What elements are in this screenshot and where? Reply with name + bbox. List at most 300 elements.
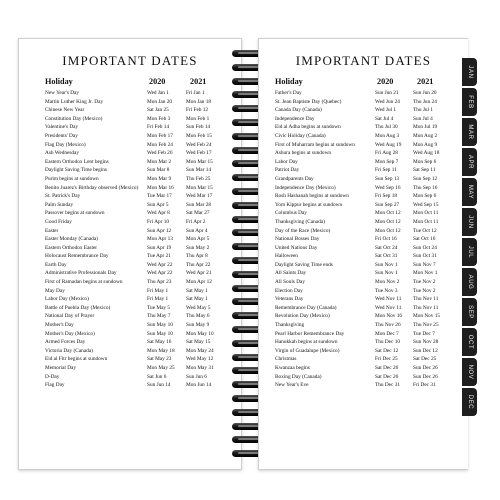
holiday-name: Battle of Puebla Day (Mexico) bbox=[45, 304, 111, 311]
table-row bbox=[45, 201, 231, 210]
holiday-name: Civic Holiday (Canada) bbox=[275, 132, 326, 139]
table-row bbox=[275, 227, 460, 236]
date-2020: Sun Jun 14 bbox=[147, 382, 171, 389]
date-2020: Sun Sep 13 bbox=[375, 175, 400, 182]
date-2020: Wed Apr 22 bbox=[147, 270, 173, 277]
holiday-name: Martin Luther King Jr. Day bbox=[45, 98, 104, 105]
date-2020: Fri Dec 25 bbox=[375, 356, 398, 363]
holiday-name: First of Ramadan begins at sundown bbox=[45, 279, 123, 286]
table-row bbox=[45, 355, 231, 364]
date-2021: Sun Nov 7 bbox=[413, 261, 436, 268]
date-2021: Mon Feb 15 bbox=[186, 132, 212, 139]
date-2020: Sat Dec 26 bbox=[375, 373, 399, 380]
table-row bbox=[275, 149, 460, 158]
date-2020: Thu Apr 23 bbox=[147, 279, 172, 286]
date-2021: Sun Dec 26 bbox=[413, 373, 438, 380]
date-2021: Mon Apr 5 bbox=[186, 236, 210, 243]
table-row bbox=[45, 123, 231, 132]
table-row bbox=[275, 201, 460, 210]
date-2020: Mon Oct 12 bbox=[375, 227, 401, 234]
table-row bbox=[45, 304, 231, 313]
date-2021: Wed Apr 21 bbox=[186, 270, 212, 277]
date-2021: Mon Feb 1 bbox=[186, 115, 210, 122]
table-row bbox=[45, 227, 231, 236]
holiday-name: Chinese New Year bbox=[45, 107, 85, 114]
date-2021: Thu Apr 22 bbox=[186, 261, 211, 268]
date-2021: Thu Jun 24 bbox=[413, 98, 437, 105]
table-row bbox=[275, 252, 460, 261]
table-row bbox=[45, 141, 231, 150]
date-2021: Mon Jul 19 bbox=[413, 124, 438, 131]
date-2021: Mon May 24 bbox=[186, 347, 214, 354]
date-2021: Tue Nov 2 bbox=[413, 279, 436, 286]
month-tab-label: JUL bbox=[466, 245, 473, 259]
date-2020: Sun May 10 bbox=[147, 322, 173, 329]
holiday-name: Independence Day bbox=[275, 115, 315, 122]
date-2021: Sun Feb 14 bbox=[186, 124, 211, 131]
date-2021: Sat Dec 25 bbox=[413, 356, 437, 363]
holiday-name: Thanksgiving bbox=[275, 322, 305, 329]
holiday-name: Canada Day (Canada) bbox=[275, 107, 322, 114]
month-tab-sep[interactable] bbox=[462, 298, 477, 326]
date-2021: Mon Jun 14 bbox=[186, 382, 212, 389]
date-2020: Mon Dec 7 bbox=[375, 330, 399, 337]
date-2021: Sun Oct 24 bbox=[413, 244, 437, 251]
date-2021: Sat May 1 bbox=[186, 287, 208, 294]
date-2020: Mon Feb 3 bbox=[147, 115, 171, 122]
holiday-name: D-Day bbox=[45, 373, 60, 380]
date-2021: Mon Nov 1 bbox=[413, 270, 438, 277]
table-row bbox=[275, 158, 460, 167]
table-row bbox=[275, 209, 460, 218]
date-2020: Mon May 18 bbox=[147, 347, 175, 354]
holiday-name: Independence Day (Mexico) bbox=[275, 184, 336, 191]
table-row bbox=[275, 192, 460, 201]
date-2020: Mon Nov 16 bbox=[375, 313, 403, 320]
right-page bbox=[258, 38, 468, 470]
table-row bbox=[275, 123, 460, 132]
date-2021: Wed Mar 17 bbox=[186, 193, 213, 200]
holiday-name: Presidents' Day bbox=[45, 132, 78, 139]
date-2020: Thu Dec 31 bbox=[375, 382, 401, 389]
holiday-name: Revolution Day (Mexico) bbox=[275, 313, 330, 320]
date-2021: Mon Oct 11 bbox=[413, 218, 439, 225]
table-row bbox=[45, 89, 231, 98]
date-2021: Thu Jul 1 bbox=[413, 107, 434, 114]
month-tab-label: MAY bbox=[466, 184, 473, 200]
holiday-name: St. Jean Baptiste Day (Quebec) bbox=[275, 98, 342, 105]
table-row bbox=[45, 364, 231, 373]
date-2021: Fri Feb 12 bbox=[186, 107, 209, 114]
date-2021: Sun Dec 12 bbox=[413, 347, 438, 354]
date-2020: Wed Apr 8 bbox=[147, 210, 170, 217]
date-2020: Wed Sep 16 bbox=[375, 184, 401, 191]
holiday-table bbox=[275, 77, 460, 390]
holiday-name: Constitution Day (Mexico) bbox=[45, 115, 103, 122]
holiday-name: Flag Day bbox=[45, 382, 65, 389]
holiday-name: Father's Day bbox=[275, 90, 302, 96]
date-2020: Sun May 10 bbox=[147, 330, 173, 337]
table-row bbox=[45, 287, 231, 296]
holiday-name: May Day bbox=[45, 287, 65, 294]
table-row bbox=[275, 321, 460, 330]
table-row bbox=[275, 278, 460, 287]
month-tab-nov[interactable] bbox=[462, 358, 477, 386]
date-2020: Fri Oct 16 bbox=[375, 236, 397, 243]
date-2020: Mon Aug 3 bbox=[375, 132, 400, 139]
date-2020: Wed Jan 1 bbox=[147, 90, 169, 96]
table-row bbox=[45, 381, 231, 390]
table-row bbox=[275, 338, 460, 347]
date-2021: Thu Nov 25 bbox=[413, 322, 439, 329]
table-row bbox=[45, 149, 231, 158]
table-row bbox=[275, 269, 460, 278]
date-2021: Mon Apr 12 bbox=[186, 279, 212, 286]
holiday-name: Yom Kippur begins at sundown bbox=[275, 201, 343, 208]
holiday-name: Valentine's Day bbox=[45, 124, 79, 131]
date-2020: Mon Nov 2 bbox=[375, 279, 400, 286]
date-2020: Sun Mar 8 bbox=[147, 167, 170, 174]
date-2020: Sun Sep 27 bbox=[375, 201, 400, 208]
table-row bbox=[45, 192, 231, 201]
table-row bbox=[275, 287, 460, 296]
header-year-2020: 2020 bbox=[149, 77, 166, 86]
holiday-name: Patriot Day bbox=[275, 167, 300, 174]
holiday-name: Passover begins at sundown bbox=[45, 210, 105, 217]
header-year-2021: 2021 bbox=[417, 77, 434, 86]
holiday-name: Veterans Day bbox=[275, 296, 304, 303]
date-2021: Mon Mar 15 bbox=[186, 184, 213, 191]
date-2020: Sat Jan 25 bbox=[147, 107, 169, 114]
month-tab-dec[interactable] bbox=[462, 388, 477, 416]
month-tab-oct[interactable] bbox=[462, 328, 477, 356]
table-row bbox=[45, 244, 231, 253]
holiday-name: United Nations Day bbox=[275, 244, 318, 251]
month-tab-label: JUN bbox=[466, 215, 473, 229]
date-2021: Sun May 2 bbox=[186, 244, 210, 251]
month-tab-jun[interactable] bbox=[462, 208, 477, 236]
date-2020: Fri May 1 bbox=[147, 287, 169, 294]
table-row bbox=[45, 132, 231, 141]
planner-book bbox=[6, 38, 476, 470]
date-2020: Sun Apr 12 bbox=[147, 227, 172, 234]
date-2021: Wed May 5 bbox=[186, 304, 211, 311]
holiday-name: Thanksgiving (Canada) bbox=[275, 218, 325, 225]
header-holiday: Holiday bbox=[45, 77, 73, 86]
table-row bbox=[45, 252, 231, 261]
holiday-name: Administrative Professionals Day bbox=[45, 270, 117, 277]
month-tabs bbox=[462, 58, 478, 418]
date-2021: Sun Mar 14 bbox=[186, 167, 212, 174]
date-2021: Mon Nov 15 bbox=[413, 313, 441, 320]
holiday-name: Armed Forces Day bbox=[45, 339, 86, 346]
date-2020: Tue Mar 17 bbox=[147, 193, 172, 200]
left-page bbox=[18, 38, 242, 470]
date-2021: Tue Dec 7 bbox=[413, 330, 435, 337]
holiday-name: Labor Day bbox=[275, 158, 298, 165]
date-2021: Thu Nov 11 bbox=[413, 296, 439, 303]
table-row bbox=[275, 132, 460, 141]
date-2021: Sun Jun 20 bbox=[413, 90, 437, 96]
holiday-name: Flag Day (Mexico) bbox=[45, 141, 86, 148]
holiday-name: New Year's Eve bbox=[275, 382, 309, 389]
holiday-name: Labor Day (Mexico) bbox=[45, 296, 89, 303]
date-2021: Mon Mar 15 bbox=[186, 158, 213, 165]
month-tab-aug[interactable] bbox=[462, 268, 477, 296]
date-2020: Mon Oct 12 bbox=[375, 210, 401, 217]
holiday-name: Rosh Hashanah begins at sundown bbox=[275, 193, 349, 200]
holiday-name: Boxing Day (Canada) bbox=[275, 373, 322, 380]
date-2021: Mon Oct 11 bbox=[413, 210, 439, 217]
holiday-name: Ash Wednesday bbox=[45, 150, 80, 157]
table-row bbox=[45, 269, 231, 278]
date-2021: Thu May 6 bbox=[186, 313, 210, 320]
table-row bbox=[275, 184, 460, 193]
date-2020: Thu Nov 26 bbox=[375, 322, 401, 329]
date-2020: Sat May 16 bbox=[147, 339, 172, 346]
date-2020: Mon Apr 13 bbox=[147, 236, 173, 243]
holiday-name: Palm Sunday bbox=[45, 201, 74, 208]
date-2021: Mon Jan 18 bbox=[186, 98, 212, 105]
table-row bbox=[275, 115, 460, 124]
date-2021: Sun Sep 12 bbox=[413, 175, 438, 182]
date-2020: Sun Apr 5 bbox=[147, 201, 169, 208]
table-row bbox=[45, 115, 231, 124]
table-row bbox=[275, 312, 460, 321]
date-2021: Sun Mar 28 bbox=[186, 201, 212, 208]
holiday-name: Eid al Adha begins at sundown bbox=[275, 124, 341, 131]
holiday-name: Benito Juarez's Birthday observed (Mexico) bbox=[45, 184, 139, 191]
date-2021: Fri Jan 1 bbox=[186, 90, 205, 96]
date-2020: Thu Jul 30 bbox=[375, 124, 398, 131]
holiday-name: Ashura begins at sundown bbox=[275, 150, 332, 157]
holiday-name: National Bosses Day bbox=[275, 236, 320, 243]
holiday-name: Christmas bbox=[275, 356, 297, 363]
holiday-name: Virgin of Guadalupe (Mexico) bbox=[275, 347, 340, 354]
month-tab-label: JAN bbox=[466, 65, 473, 79]
date-2021: Sat Sep 11 bbox=[413, 167, 436, 174]
table-row bbox=[275, 347, 460, 356]
table-row bbox=[45, 278, 231, 287]
date-2020: Sat Jul 4 bbox=[375, 115, 394, 122]
date-2021: Wed Sep 15 bbox=[413, 201, 439, 208]
date-2021: Tue Oct 12 bbox=[413, 227, 437, 234]
holiday-name: Hanukkah begins at sundown bbox=[275, 339, 338, 346]
holiday-name: Day of the Race (Mexico) bbox=[275, 227, 331, 234]
table-row bbox=[275, 106, 460, 115]
table-row bbox=[275, 218, 460, 227]
holiday-name: All Souls Day bbox=[275, 279, 306, 286]
month-tab-feb[interactable] bbox=[462, 88, 477, 116]
table-row bbox=[275, 244, 460, 253]
month-tab-label: DEC bbox=[466, 394, 473, 410]
month-tab-apr[interactable] bbox=[462, 148, 477, 176]
date-2020: Sat Dec 12 bbox=[375, 347, 399, 354]
month-tab-label: NOV bbox=[466, 364, 473, 380]
date-2021: Thu Sep 16 bbox=[413, 184, 438, 191]
header-year-2020: 2020 bbox=[377, 77, 394, 86]
date-2020: Sun Apr 19 bbox=[147, 244, 172, 251]
table-row bbox=[45, 330, 231, 339]
holiday-name: Eastern Orthodox Lent begins bbox=[45, 158, 109, 165]
date-2021: Mon Sep 6 bbox=[413, 158, 437, 165]
table-row bbox=[45, 158, 231, 167]
date-2020: Sun Nov 1 bbox=[375, 270, 398, 277]
header-holiday: Holiday bbox=[275, 77, 303, 86]
holiday-name: Eastern Orthodox Easter bbox=[45, 244, 98, 251]
date-2021: Sat May 1 bbox=[186, 296, 208, 303]
table-row bbox=[275, 373, 460, 382]
date-2021: Thu Feb 25 bbox=[186, 175, 211, 182]
month-tab-label: SEP bbox=[466, 305, 473, 319]
holiday-name: Memorial Day bbox=[45, 365, 77, 371]
date-2020: Fri Sep 18 bbox=[375, 193, 398, 200]
date-2020: Wed Aug 19 bbox=[375, 141, 402, 148]
date-2021: Wed Feb 17 bbox=[186, 150, 212, 157]
table-row bbox=[275, 381, 460, 390]
table-row bbox=[45, 209, 231, 218]
date-2021: Wed Aug 18 bbox=[413, 150, 440, 157]
holiday-name: Victoria Day (Canada) bbox=[45, 347, 93, 354]
holiday-name: All Saints Day bbox=[275, 270, 307, 277]
date-2021: Wed May 12 bbox=[186, 356, 214, 363]
table-row bbox=[275, 141, 460, 150]
holiday-name: Mother's Day (Mexico) bbox=[45, 330, 95, 337]
date-2020: Sat May 23 bbox=[147, 356, 172, 363]
date-2020: Sun Nov 1 bbox=[375, 261, 398, 268]
date-2020: Mon Oct 12 bbox=[375, 218, 401, 225]
month-tab-label: AUG bbox=[466, 274, 473, 290]
date-2021: Sun Dec 26 bbox=[413, 365, 438, 371]
table-row bbox=[45, 347, 231, 356]
holiday-name: Daylight Saving Time ends bbox=[275, 261, 333, 268]
date-2020: Fri Feb 14 bbox=[147, 124, 170, 131]
table-row bbox=[275, 166, 460, 175]
date-2020: Sat Dec 26 bbox=[375, 365, 399, 371]
table-row bbox=[45, 261, 231, 270]
table-row bbox=[45, 166, 231, 175]
date-2020: Sun Jun 21 bbox=[375, 90, 399, 96]
table-row bbox=[275, 89, 460, 98]
date-2020: Tue Apr 21 bbox=[147, 253, 171, 260]
date-2021: Sun Apr 4 bbox=[186, 227, 208, 234]
date-2020: Fri Aug 28 bbox=[375, 150, 398, 157]
table-row bbox=[275, 175, 460, 184]
date-2020: Tue Nov 3 bbox=[375, 287, 398, 294]
table-row bbox=[275, 355, 460, 364]
holiday-name: Remembrance Day (Canada) bbox=[275, 304, 337, 311]
date-2021: Tue Nov 2 bbox=[413, 287, 436, 294]
date-2020: Sat Jun 6 bbox=[147, 373, 167, 380]
date-2020: Mon May 25 bbox=[147, 365, 175, 371]
date-2021: Wed Feb 24 bbox=[186, 141, 212, 148]
holiday-name: Eid al Fitr begins at sundown bbox=[45, 356, 108, 363]
date-2021: Mon May 10 bbox=[186, 330, 214, 337]
table-row bbox=[275, 261, 460, 270]
table-row bbox=[45, 184, 231, 193]
date-2020: Mon Mar 16 bbox=[147, 184, 174, 191]
date-2020: Wed Nov 11 bbox=[375, 304, 402, 311]
holiday-name: Easter Monday (Canada) bbox=[45, 236, 98, 243]
holiday-name: Columbus Day bbox=[275, 210, 307, 217]
date-2020: Fri Apr 10 bbox=[147, 218, 170, 225]
date-2021: Thu Nov 11 bbox=[413, 304, 439, 311]
holiday-name: Good Friday bbox=[45, 218, 72, 225]
date-2021: Mon Aug 2 bbox=[413, 132, 438, 139]
page-title: IMPORTANT DATES bbox=[62, 53, 198, 68]
holiday-name: St. Patrick's Day bbox=[45, 193, 81, 200]
month-tab-label: FEB bbox=[466, 95, 473, 109]
date-2021: Sun Oct 31 bbox=[413, 253, 437, 260]
holiday-name: Pearl Harbor Remembrance Day bbox=[275, 330, 345, 337]
date-2020: Thu Dec 10 bbox=[375, 339, 401, 346]
holiday-name: Holocaust Remembrance Day bbox=[45, 253, 109, 260]
table-body bbox=[275, 89, 460, 390]
table-row bbox=[45, 338, 231, 347]
date-2020: Wed Apr 22 bbox=[147, 261, 173, 268]
holiday-table bbox=[45, 77, 231, 390]
table-header bbox=[45, 77, 231, 89]
date-2021: Sun Jul 4 bbox=[413, 115, 433, 122]
month-tab-jan[interactable] bbox=[462, 58, 477, 86]
table-header bbox=[275, 77, 460, 89]
table-body bbox=[45, 89, 231, 390]
date-2020: Fri May 1 bbox=[147, 296, 169, 303]
table-row bbox=[275, 235, 460, 244]
date-2021: Sun May 9 bbox=[186, 322, 210, 329]
date-2020: Mon Jan 20 bbox=[147, 98, 173, 105]
holiday-name: First of Muharram begins at sundown bbox=[275, 141, 355, 148]
table-row bbox=[45, 321, 231, 330]
table-row bbox=[275, 295, 460, 304]
holiday-name: Grandparents Day bbox=[275, 175, 314, 182]
date-2021: Sat Oct 16 bbox=[413, 236, 436, 243]
month-tab-jul[interactable] bbox=[462, 238, 477, 266]
table-row bbox=[45, 175, 231, 184]
holiday-name: New Year's Day bbox=[45, 90, 80, 96]
date-2021: Mon May 31 bbox=[186, 365, 214, 371]
date-2020: Mon Mar 9 bbox=[147, 175, 172, 182]
date-2020: Tue May 5 bbox=[147, 304, 171, 311]
date-2020: Mon Mar 2 bbox=[147, 158, 172, 165]
holiday-name: Election Day bbox=[275, 287, 303, 294]
table-row bbox=[45, 218, 231, 227]
month-tab-label: APR bbox=[466, 154, 473, 170]
date-2020: Wed Feb 26 bbox=[147, 150, 173, 157]
table-row bbox=[45, 312, 231, 321]
table-row bbox=[45, 106, 231, 115]
table-row bbox=[45, 295, 231, 304]
date-2020: Sat Oct 24 bbox=[375, 244, 398, 251]
table-row bbox=[45, 235, 231, 244]
date-2020: Sat Oct 31 bbox=[375, 253, 398, 260]
date-2021: Fri Dec 31 bbox=[413, 382, 436, 389]
month-tab-mar[interactable] bbox=[462, 118, 477, 146]
date-2020: Wed Jun 24 bbox=[375, 98, 400, 105]
date-2021: Sat May 15 bbox=[186, 339, 211, 346]
date-2020: Mon Feb 17 bbox=[147, 132, 173, 139]
holiday-name: Mother's Day bbox=[45, 322, 74, 329]
table-row bbox=[45, 373, 231, 382]
date-2020: Wed Jul 1 bbox=[375, 107, 397, 114]
holiday-name: Purim begins at sundown bbox=[45, 175, 99, 182]
month-tab-may[interactable] bbox=[462, 178, 477, 206]
date-2021: Sat Mar 27 bbox=[186, 210, 210, 217]
holiday-name: Earth Day bbox=[45, 261, 67, 268]
date-2021: Sun Nov 28 bbox=[413, 339, 439, 346]
header-year-2021: 2021 bbox=[190, 77, 207, 86]
date-2021: Sun Jun 6 bbox=[186, 373, 207, 380]
